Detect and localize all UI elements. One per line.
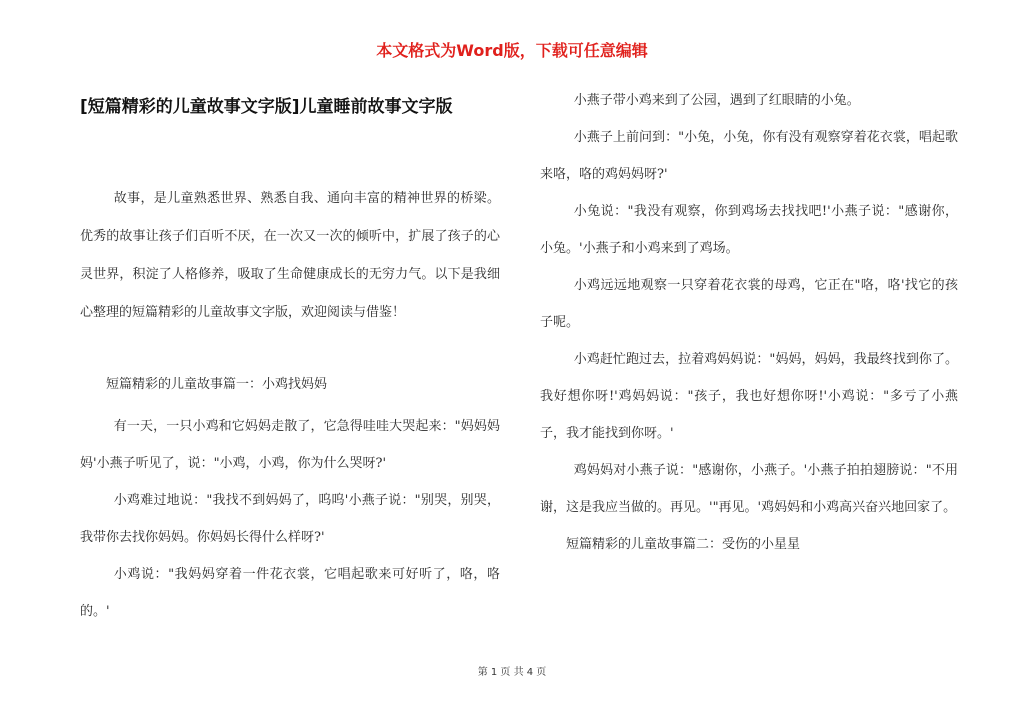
- page-number-footer: 第 1 页 共 4 页: [477, 667, 547, 678]
- story-paragraph: 小兔说："我没有观察，你到鸡场去找找吧!'小燕子说："感谢你，小兔。'小燕子和小鸡来到了鸡场。: [540, 204, 958, 256]
- document-title: [短篇精彩的儿童故事文字版]儿童睡前故事文字版: [80, 97, 453, 117]
- story-paragraph: 有一天，一只小鸡和它妈妈走散了，它急得哇哇大哭起来："妈妈妈妈'小燕子听见了，说："小鸡，小鸡，你为什么哭呀?': [80, 419, 500, 471]
- story-paragraph: 小鸡难过地说："我找不到妈妈了，呜呜'小燕子说："别哭，别哭，我带你去找你妈妈。你妈妈长得什么样呀?': [80, 493, 500, 545]
- story-paragraph: 小燕子带小鸡来到了公园，遇到了红眼睛的小兔。: [573, 93, 860, 108]
- story-paragraph: 小燕子上前问到："小兔，小兔，你有没有观察穿着花衣裳，唱起歌来咯，咯的鸡妈妈呀?': [540, 130, 958, 182]
- story-paragraph: 鸡妈妈对小燕子说："感谢你，小燕子。'小燕子拍拍翅膀说："不用谢，这是我应当做的。再见。'"再见。'鸡妈妈和小鸡高兴奋兴地回家了。: [540, 463, 958, 515]
- story-paragraph: 小鸡赶忙跑过去，拉着鸡妈妈说："妈妈，妈妈，我最终找到你了。我好想你呀!'鸡妈妈说："孩子，我也好想你呀!'小鸡说："多亏了小燕子，我才能找到你呀。': [540, 352, 958, 441]
- section-heading-1: 短篇精彩的儿童故事篇一：小鸡找妈妈: [106, 377, 328, 392]
- left-column: [80, 180, 500, 630]
- section-heading-2: 短篇精彩的儿童故事篇二：受伤的小星星: [566, 537, 801, 552]
- word-version-banner: 本文格式为Word版，下载可任意编辑: [376, 41, 648, 60]
- story-paragraph: 小鸡说："我妈妈穿着一件花衣裳，它唱起歌来可好听了，咯，咯的。': [80, 567, 500, 619]
- intro-paragraph: 故事，是儿童熟悉世界、熟悉自我、通向丰富的精神世界的桥梁。优秀的故事让孩子们百听不厌，在一次又一次的倾听中，扩展了孩子的心灵世界，积淀了人格修养，吸取了生命健康成长的无穷力气。以下是我细心整理的短篇精彩的儿童故事文字版，欢迎阅读与借鉴！: [80, 191, 500, 320]
- story-paragraph: 小鸡远远地观察一只穿着花衣裳的母鸡，它正在"咯，咯'找它的孩子呢。: [540, 278, 958, 330]
- right-column: [540, 82, 958, 563]
